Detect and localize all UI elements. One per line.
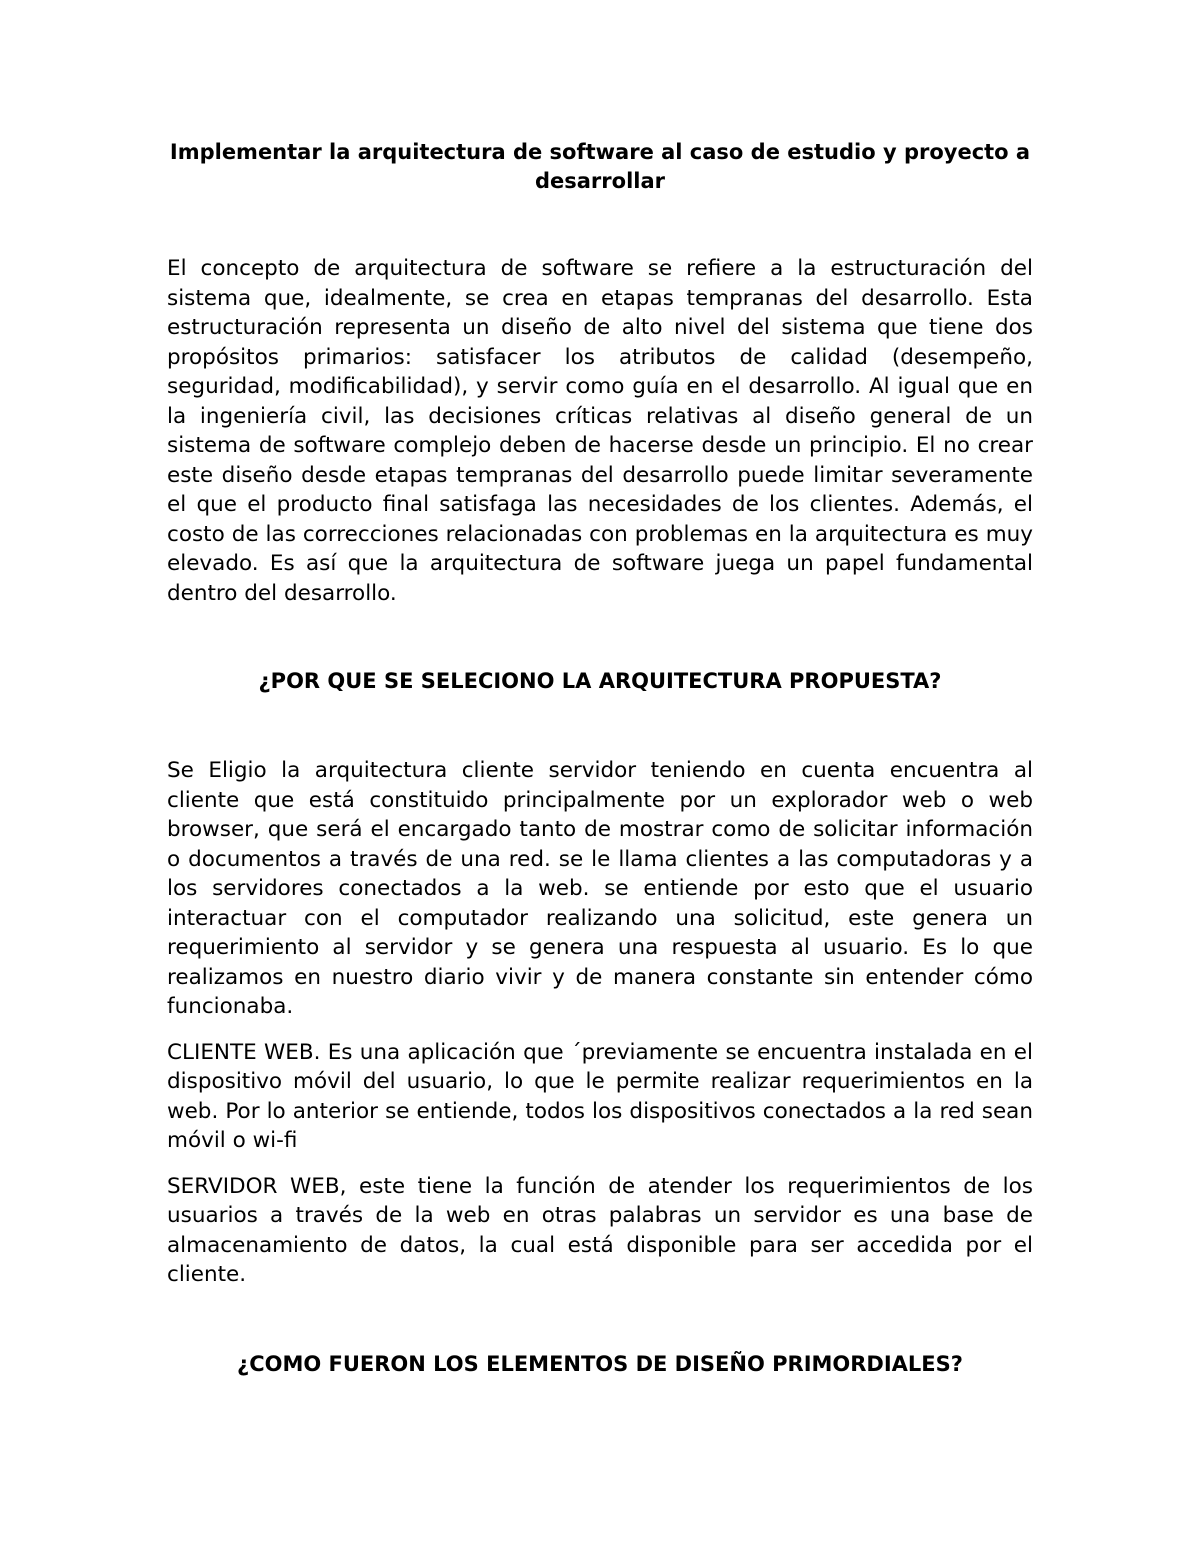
document-title: Implementar la arquitectura de software al caso de estudio y proyecto a desarrollar [169,140,1031,193]
intro-paragraph: El concepto de arquitectura de software se refiere a la estructuración del sistema que, idealmente, se crea en etapas tempranas del desarrollo. Esta estructuración representa un diseño de alto nivel del sistema que tiene dos propósitos primarios: satisfacer los atributos de calidad (desempeño, seguridad, modificabilidad), y servir como guía en el desarrollo. Al igual que en la ingeniería civil, las decisiones críticas relativas al diseño general de un sistema de software complejo deben de hacerse desde un principio. El no crear este diseño desde etapas tempranas del desarrollo puede limitar severamente el que el producto final satisfaga las necesidades de los clientes. Además, el costo de las correcciones relacionadas con problemas en la arquitectura es muy elevado. Es así que la arquitectura de software juega un papel fundamental dentro del desarrollo. [167,256,1033,606]
section-heading-porque: ¿POR QUE SE SELECIONO LA ARQUITECTURA PROPUESTA? [258,669,942,693]
section-heading-como: ¿COMO FUERON LOS ELEMENTOS DE DISEÑO PRIMORDIALES? [237,1351,963,1376]
paragraph-cliente-servidor: Se Eligio la arquitectura cliente servidor teniendo en cuenta encuentra al cliente que está constituido principalmente por un explorador web o web browser, que será el encargado tanto de mostrar como de solicitar información o documentos a través de una red. se le llama clientes a las computadoras y a los servidores conectados a la web. se entiende por esto que el usuario interactuar con el computador realizando una solicitud, este genera un requerimiento al servidor y se genera una respuesta al usuario. Es lo que realizamos en nuestro diario vivir y de manera constante sin entender cómo funcionaba. [167,758,1033,1019]
paragraph-servidor-web: SERVIDOR WEB, este tiene la función de atender los requerimientos de los usuarios a través de la web en otras palabras un servidor es una base de almacenamiento de datos, la cual está disponible para ser accedida por el cliente. [167,1173,1033,1287]
document-page [167,138,1033,1379]
paragraph-cliente-web: CLIENTE WEB. Es una aplicación que ´previamente se encuentra instalada en el dispositivo móvil del usuario, lo que le permite realizar requerimientos en la web. Por lo anterior se entiende, todos los dispositivos conectados a la red sean móvil o wi-fi [167,1039,1033,1153]
